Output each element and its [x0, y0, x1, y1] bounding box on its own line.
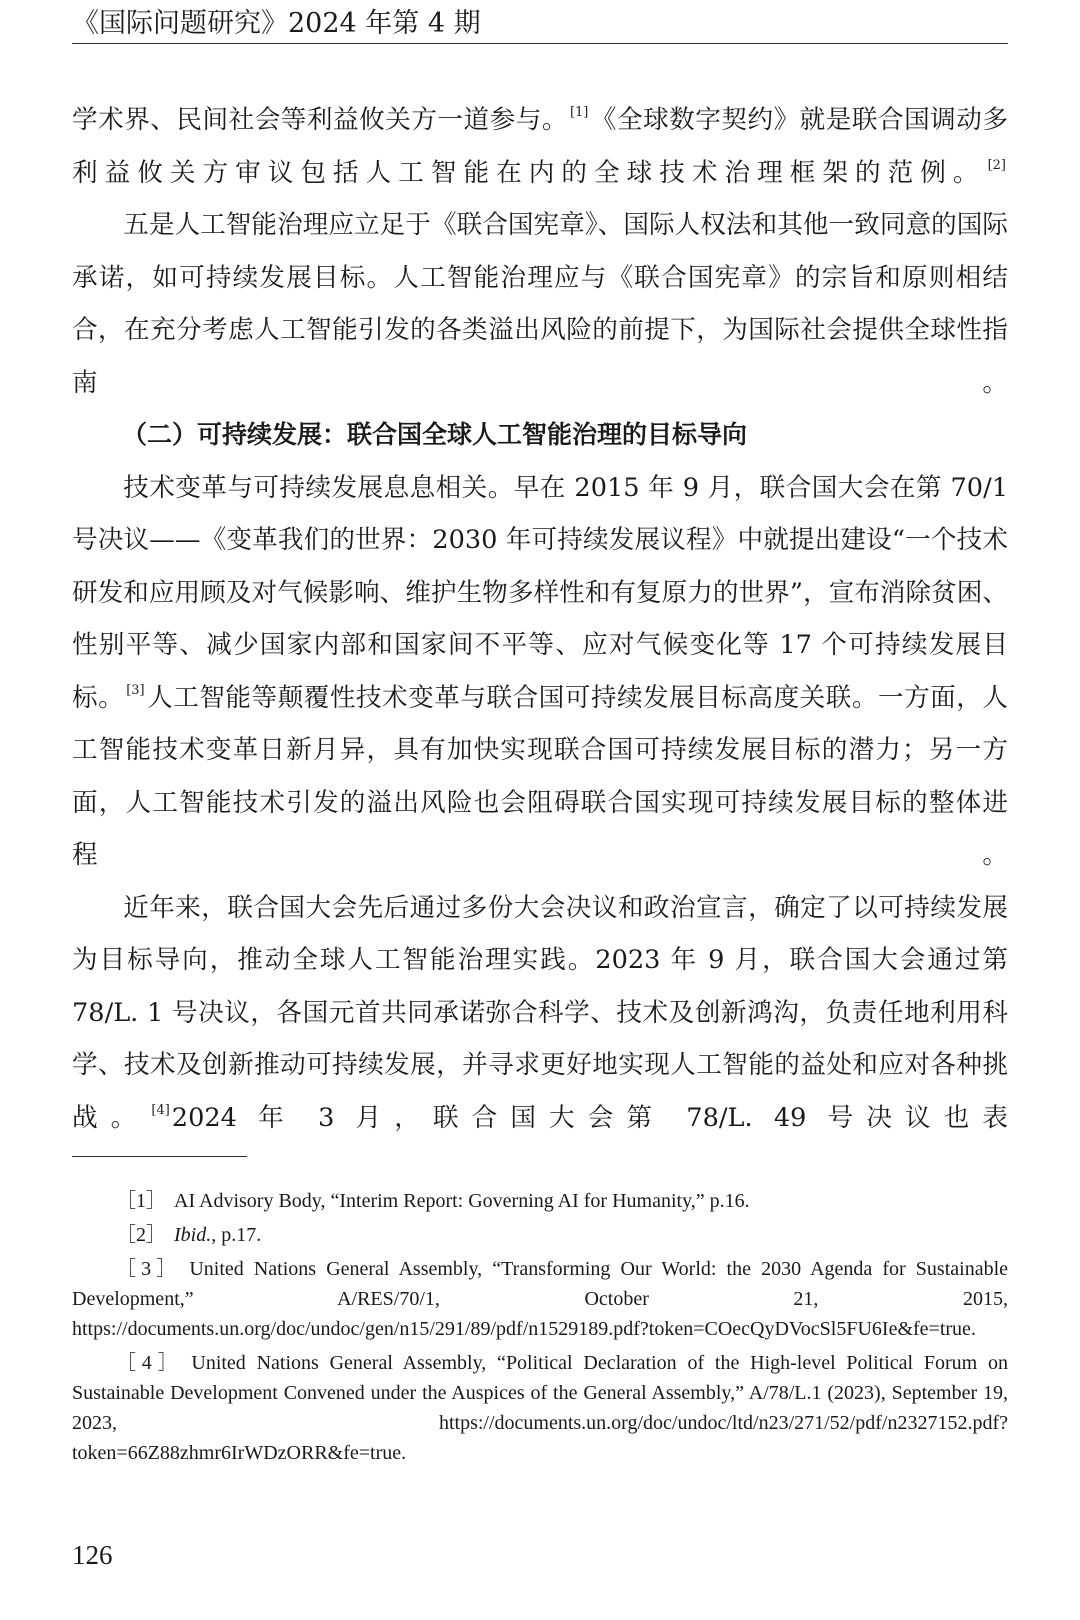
footnote-4	[72, 1348, 1008, 1468]
footnotes	[72, 1186, 1008, 1472]
footnote-ref-1[interactable]: [1]	[569, 105, 589, 120]
section-heading: （二）可持续发展：联合国全球人工智能治理的目标导向	[122, 420, 748, 449]
page-number: 126	[72, 1540, 113, 1570]
footnote-3-text: United Nations General Assembly, “Transforming Our World: the 2030 Agenda for Sustainable Development,” A/RES/70/1, October 21, 2015, https://documents.un.org/doc/undoc/gen/n15/291/89/pdf/n1529189.pdf?token=COecQyDVocSl5FU6Ie&fe=true.	[72, 1258, 1009, 1340]
main-text	[72, 94, 1008, 1144]
footnote-2-text: p.17.	[216, 1224, 262, 1246]
footnote-ref-2[interactable]: [2]	[987, 157, 1006, 173]
footnote-2-ibid: Ibid.,	[174, 1224, 217, 1246]
header-rule	[72, 43, 1008, 44]
paragraph-3	[72, 462, 1008, 882]
running-header: 《国际问题研究》2024 年第 4 期	[72, 8, 481, 39]
footnote-ref-4[interactable]: [4]	[151, 1102, 170, 1118]
footnote-2	[72, 1220, 1008, 1250]
footnote-3-number: ［3］	[116, 1258, 182, 1280]
footnote-1-number: ［1］	[116, 1190, 166, 1212]
paragraph-3-text-a: 技术变革与可持续发展息息相关。早在 2015 年 9 月，联合国大会在第 70/1 号决议——《变革我们的世界：2030 年可持续发展议程》中就提出建设“一个技术研发和应用顾及对气候影响、维护生物多样性和有复原力的世界”，宣布消除贫困、性别平等、减少国家内部和国家间不平等、应对气候变化等 17 个可持续发展目标。	[72, 472, 1008, 713]
footnote-ref-3[interactable]: [3]	[126, 682, 145, 698]
paragraph-1-text-b: 《全球数字契约》就是联合国调动多利益攸关方审议包括人工智能在内的全球技术治理框架的范例。	[72, 105, 1008, 188]
paragraph-1	[72, 94, 1008, 199]
paragraph-2: 五是人工智能治理应立足于《联合国宪章》、国际人权法和其他一致同意的国际承诺，如可持续发展目标。人工智能治理应与《联合国宪章》的宗旨和原则相结合，在充分考虑人工智能引发的各类溢出风险的前提下，为国际社会提供全球性指南。	[72, 210, 1008, 398]
footnote-4-number: ［4］	[116, 1352, 184, 1374]
paragraph-4	[72, 882, 1008, 1145]
footnote-1	[72, 1186, 1008, 1216]
footnote-2-number: ［2］	[116, 1224, 166, 1246]
footnote-4-text: United Nations General Assembly, “Political Declaration of the High-level Political Forum on Sustainable Development Convened under the Auspices of the General Assembly,” A/78/L.1 (2023), September 19, 2023, https://documents.un.org/doc/undoc/ltd/n23/271/52/pdf/n2327152.pdf?token=66Z88zhmr6IrWDzORR&fe=true.	[72, 1352, 1009, 1464]
footnote-3	[72, 1254, 1008, 1344]
paragraph-4-text-a: 近年来，联合国大会先后通过多份大会决议和政治宣言，确定了以可持续发展为目标导向，推动全球人工智能治理实践。2023 年 9 月，联合国大会通过第 78/L. 1 号决议，各国元首共同承诺弥合科学、技术及创新鸿沟，负责任地利用科学、技术及创新推动可持续发展，并寻求更好地实现人工智能的益处和应对各种挑战。	[72, 892, 1008, 1133]
paragraph-4-text-b: 2024 年 3 月，联合国大会第 78/L. 49 号决议也表	[171, 1102, 1008, 1133]
footnote-1-text: AI Advisory Body, “Interim Report: Governing AI for Humanity,” p.16.	[174, 1190, 750, 1212]
footnote-separator	[72, 1156, 247, 1157]
paragraph-1-text-a: 学术界、民间社会等利益攸关方一道参与。	[72, 105, 568, 135]
paragraph-3-text-b: 人工智能等颠覆性技术变革与联合国可持续发展目标高度关联。一方面，人工智能技术变革日新月异，具有加快实现联合国可持续发展目标的潜力；另一方面，人工智能技术引发的溢出风险也会阻碍联合国实现可持续发展目标的整体进程。	[72, 682, 1008, 870]
